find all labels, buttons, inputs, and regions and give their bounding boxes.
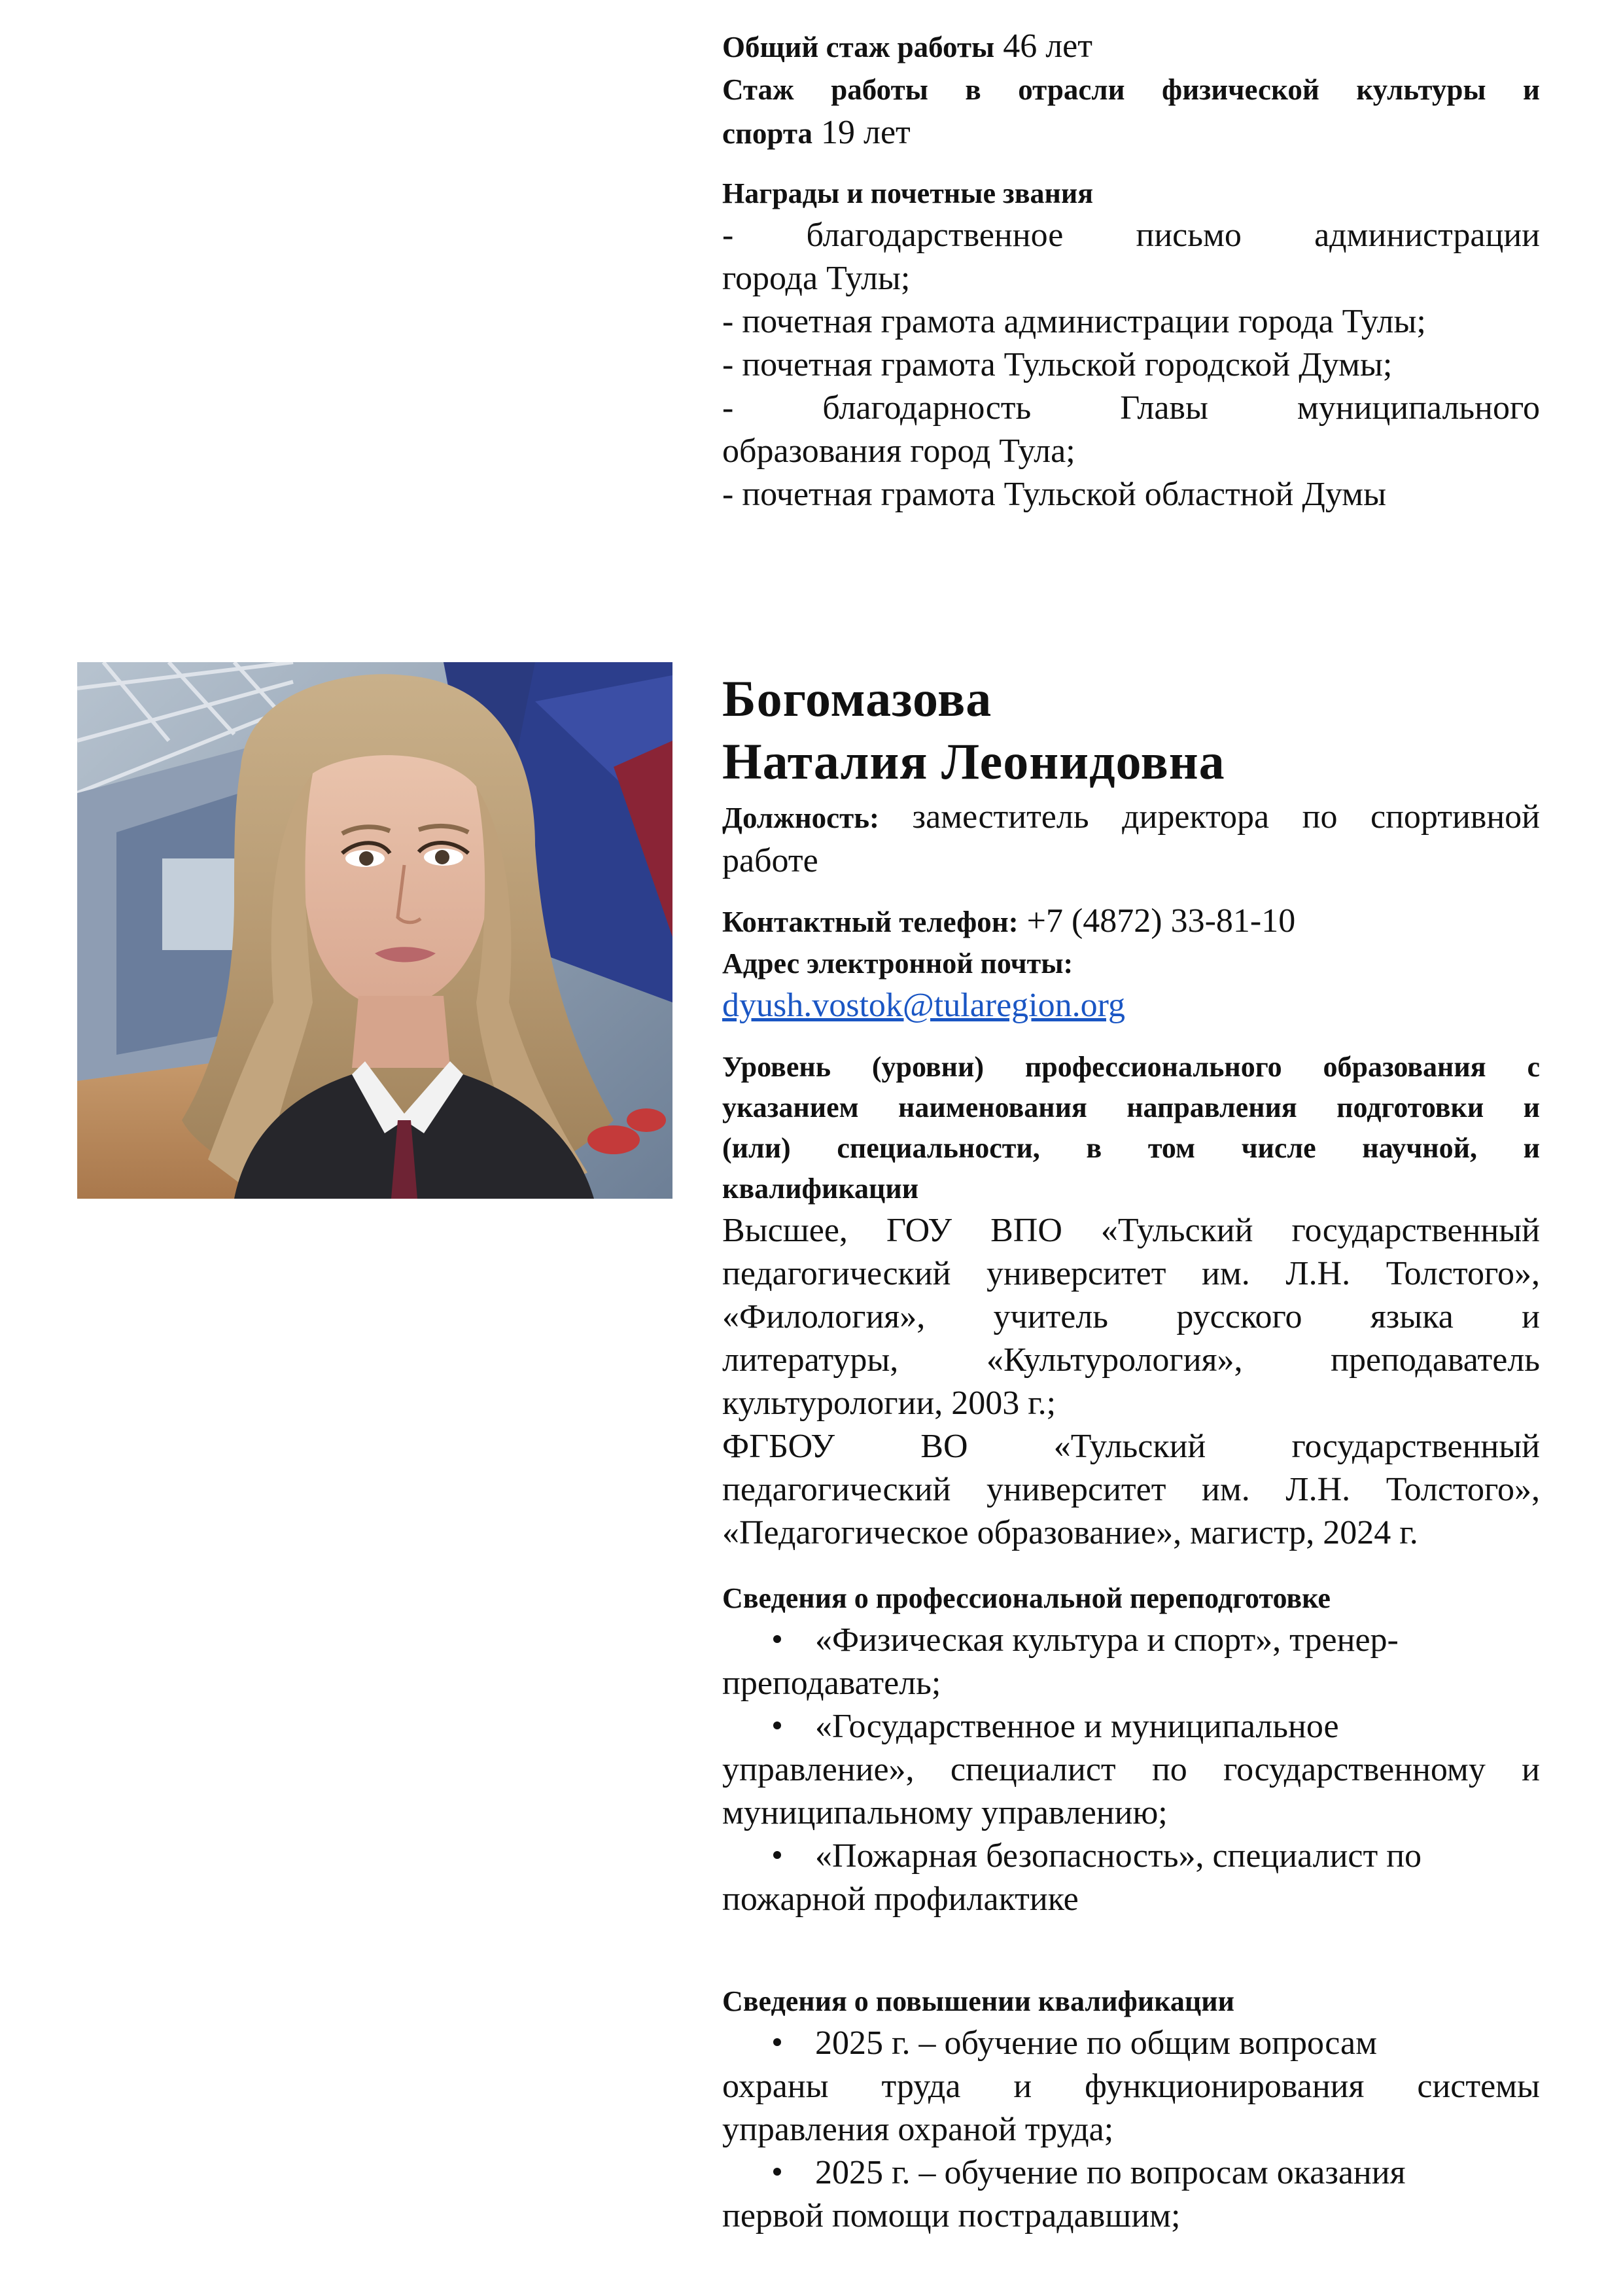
qualification-item-2 <box>722 2151 1540 2195</box>
qualification-item-2-rest: первой помощи пострадавшим; <box>722 2197 1181 2234</box>
retraining-heading: Сведения о профессиональной переподготовке <box>722 1582 1331 1614</box>
email-label: Адрес электронной почты: <box>722 947 1073 980</box>
qualification-item-1-rest-2: управления охраной труда; <box>722 2111 1114 2148</box>
email-link[interactable]: dyush.vostok@tularegion.org <box>722 987 1126 1024</box>
education-line-7: педагогический университет им. Л.Н. Толстого», <box>722 1471 1540 1508</box>
qualification-item-1 <box>722 2022 1540 2065</box>
phone-label: Контактный телефон: <box>722 906 1019 938</box>
awards-line-2: города Тулы; <box>722 260 911 297</box>
sport-experience-line-1 <box>722 67 1540 111</box>
qualification-item-2-first: 2025 г. – обучение по вопросам оказания <box>815 2154 1406 2191</box>
qualification-item-1-first: 2025 г. – обучение по общим вопросам <box>815 2024 1377 2062</box>
education-heading-2: указанием наименования направления подготовки и <box>722 1091 1540 1123</box>
education-line-4: литературы, «Культурология», преподаватель <box>722 1341 1540 1379</box>
email-line <box>722 984 1540 1027</box>
phone-line <box>722 900 1540 944</box>
awards-line-3: - почетная грамота администрации города Тулы; <box>722 303 1426 340</box>
bullet-icon <box>773 2168 781 2176</box>
total-experience <box>722 25 1540 69</box>
given-names: Наталия Леонидовна <box>722 733 1225 790</box>
education-line-3: «Филология», учитель русского языка и <box>722 1298 1540 1335</box>
sport-experience-line-2 <box>722 111 1540 155</box>
education-line-6: ФГБОУ ВО «Тульский государственный <box>722 1428 1540 1465</box>
awards-heading: Награды и почетные звания <box>722 177 1093 209</box>
retraining-item-1-rest: преподаватель; <box>722 1665 941 1702</box>
position-value-1: заместитель директора по спортивной <box>879 798 1540 836</box>
retraining-item-2-first: «Государственное и муниципальное <box>815 1708 1339 1745</box>
profile-photo <box>77 662 672 1199</box>
awards-line-7: - почетная грамота Тульской областной Думы <box>722 476 1387 513</box>
phone-value[interactable]: +7 (4872) 33-81-10 <box>1018 902 1296 940</box>
awards-line-1: - благодарственное письмо администрации <box>722 217 1540 254</box>
sport-experience-label-2: спорта <box>722 117 812 150</box>
position-line-1 <box>722 796 1540 839</box>
education-heading-4: квалификации <box>722 1173 919 1205</box>
qualification-item-1-rest-1: охраны труда и функционирования системы <box>722 2068 1540 2105</box>
education-block <box>722 1047 1540 1555</box>
awards-line-5: - благодарность Главы муниципального <box>722 389 1540 427</box>
retraining-item-3 <box>722 1835 1540 1878</box>
education-line-1: Высшее, ГОУ ВПО «Тульский государственный <box>722 1212 1540 1249</box>
retraining-block <box>722 1578 1540 1921</box>
profile-block <box>722 666 1540 1027</box>
experience-block <box>722 25 1540 516</box>
education-heading-1: Уровень (уровни) профессионального образования с <box>722 1051 1540 1083</box>
education-heading-3: (или) специальности, в том числе научной, и <box>722 1132 1540 1164</box>
qualification-heading: Сведения о повышении квалификации <box>722 1985 1234 2017</box>
retraining-item-2 <box>722 1705 1540 1748</box>
bullet-icon <box>773 1851 781 1859</box>
sport-experience-value: 19 лет <box>812 114 911 151</box>
education-line-2: педагогический университет им. Л.Н. Толстого», <box>722 1255 1540 1292</box>
bullet-icon <box>773 2038 781 2046</box>
retraining-item-3-first: «Пожарная безопасность», специалист по <box>815 1837 1422 1875</box>
retraining-item-1 <box>722 1619 1540 1662</box>
education-line-5: культурологии, 2003 г.; <box>722 1385 1056 1422</box>
awards-line-4: - почетная грамота Тульской городской Думы; <box>722 346 1393 383</box>
retraining-item-2-rest-2: муниципальному управлению; <box>722 1794 1168 1831</box>
retraining-item-3-rest: пожарной профилактике <box>722 1881 1079 1918</box>
bullet-icon <box>773 1722 781 1729</box>
bullet-icon <box>773 1635 781 1643</box>
total-experience-value: 46 лет <box>994 27 1092 65</box>
position-value-2: работе <box>722 842 818 879</box>
retraining-item-2-rest-1: управление», специалист по государственному и <box>722 1751 1540 1788</box>
position-label: Должность: <box>722 802 880 834</box>
awards-line-6: образования город Тула; <box>722 433 1075 470</box>
surname: Богомазова <box>722 670 992 727</box>
qualification-block <box>722 1981 1540 2238</box>
education-line-8: «Педагогическое образование», магистр, 2024 г. <box>722 1514 1418 1551</box>
sport-experience-label-1: Стаж работы в отрасли физической культуры и <box>722 73 1540 106</box>
retraining-item-1-first: «Физическая культура и спорт», тренер- <box>815 1621 1399 1659</box>
total-experience-label: Общий стаж работы <box>722 31 995 63</box>
